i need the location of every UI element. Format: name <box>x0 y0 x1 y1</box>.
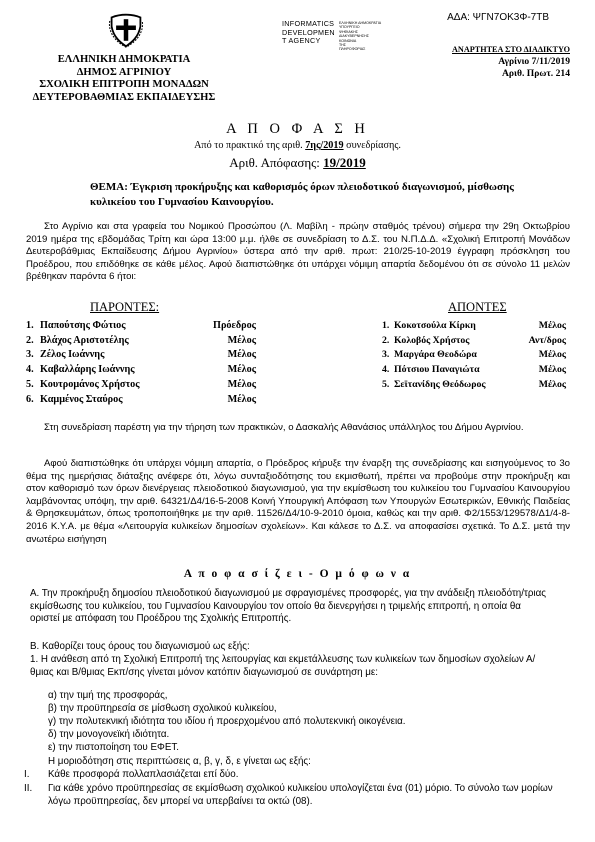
ita-fine-line: ΔΙΑΚΥΒΕΡΝΗΣΗΣ <box>338 34 369 39</box>
document-date: Αγρίνιο 7/11/2019 <box>498 56 570 67</box>
intro-paragraph: Στο Αγρίνιο και στα γραφεία του Νομικού Προσώπου (Λ. Μαβίλη - πρώην σταθμός τρένου) σήμερα την 29η Οκτωβρίου 2019 ημέρα της εβδομάδας Τρίτη και ώρα 13:00 μ.μ. ήλθε σε συνεδρίαση το Δ.Σ. του Ν.Π.Δ.Δ. «Σχολική Επιτροπή Μονάδων Δευτεροβάθμιας Εκπαίδευσης Δήμου Αγρινίου» ύστερα από την αριθ. πρωτ: 210/25-10-2019 έγγραφη πρόσκληση του Προέδρου, που επιδόθηκε σε κάθε μέλος. Αφού διαπιστώθηκε ότι υπάρχει νόμιμη απαρτία δεδομένου ότι σε σύνολο 11 μελών βρέθηκαν παρόντα 6 ήτοι: <box>26 221 570 283</box>
criteria-item: γ) την πολυτεκνική ιδιότητα του ιδίου ή προερχομένου από πολυτεκνική οικογένεια. <box>48 716 406 727</box>
list-item: 1. Παπούτσης Φώτιος Πρόεδρος <box>26 320 256 331</box>
absent-header: ΑΠΟΝΤΕΣ <box>448 300 507 314</box>
criteria-item: β) την προϋπηρεσία σε μίσθωση σχολικού κυλικείου, <box>48 703 277 714</box>
issuer-line: ΕΛΛΗΝΙΚΗ ΔΗΜΟΚΡΑΤΙΑ <box>57 54 191 65</box>
minutes-reference <box>0 140 595 151</box>
list-item: 3. Ζέλος Ιωάννης Μέλος <box>26 349 256 361</box>
resolution-title: Α π ο φ α σ ί ζ ε ι - Ο μ ό φ ω ν α <box>183 568 412 580</box>
decision-number: 19/2019 <box>323 155 366 170</box>
decision-prefix: Αριθ. Απόφασης: <box>229 155 320 170</box>
criteria-item: δ) την μονογονεϊκή ιδιότητα. <box>48 729 170 740</box>
list-item: 5. Κουτρομάνος Χρήστος Μέλος <box>26 378 256 390</box>
minutes-suffix: συνεδρίασης. <box>346 140 401 151</box>
list-item: 5. Σεϊτανίδης Θεόδωρος Μέλος <box>382 378 566 390</box>
present-list <box>26 319 266 407</box>
greek-state-emblem-icon <box>108 12 144 48</box>
ita-word: INFORMATICS <box>282 19 335 28</box>
publication-note: ΑΝΑΡΤΗΤΕΑ ΣΤΟ ΔΙΑΔΙΚΤΥΟ <box>452 45 570 54</box>
list-item: 6. Καμμένος Σταύρος Μέλος <box>26 393 256 405</box>
minutes-number: 7ης/2019 <box>305 140 344 151</box>
ita-fine-line: ΕΛΛΗΝΙΚΗ ΔΗΜΟΚΡΑΤΙΑ <box>338 21 382 25</box>
secretary-paragraph: Στη συνεδρίαση παρέστη για την τήρηση των πρακτικών, ο Δασκαλής Αθανάσιος υπάλληλος του Δήμου Αγρινίου. <box>44 422 524 433</box>
issuer-line: ΔΕΥΤΕΡΟΒΑΘΜΙΑΣ ΕΚΠΑΙΔΕΥΣΗΣ <box>32 91 216 103</box>
subject-text: Έγκριση προκήρυξης και καθορισμός όρων πλειοδοτικού διαγωνισμού, μίσθωσης κυλικείου του Γυμνασίου Καινουργίου. <box>90 181 514 208</box>
scoring-intro: Η μοριοδότηση στις περιπτώσεις α, β, γ, δ, ε γίνεται ως εξής: <box>48 756 311 767</box>
issuer-line: ΔΗΜΟΣ ΑΓΡΙΝΙΟΥ <box>76 66 172 78</box>
rule-2-marker: ΙΙ. <box>24 783 33 794</box>
page-title: Α Π Ο Φ Α Σ Η <box>226 121 369 137</box>
subject-label: ΘΕΜΑ: <box>90 181 128 193</box>
ita-word: DEVELOPMEN <box>282 27 335 37</box>
criteria-item: ε) την πιστοποίηση του ΕΦΕΤ. <box>48 742 179 753</box>
item-b: Β. Καθορίζει τους όρους του διαγωνισμού ως εξής: <box>30 641 250 652</box>
ita-logo <box>282 20 401 52</box>
list-item: 3. Μαργάρα Θεοδώρα Μέλος <box>382 349 566 361</box>
issuer-block <box>24 54 224 104</box>
document-meta <box>420 44 570 80</box>
list-item: 4. Καβαλλάρης Ιωάννης Μέλος <box>26 364 256 376</box>
rule-2: Για κάθε χρόνο προϋπηρεσίας σε εκμίσθωση σχολικού κυλικείου υπολογίζεται ένα (01) μόριο. Το σύνολο των μορίων λόγω προϋπηρεσίας, δεν μπορεί να υπερβαίνει τα οκτώ (08). <box>48 783 553 807</box>
list-item: 4. Πότσιου Παναγιώτα Μέλος <box>382 364 566 376</box>
list-item: 2. Βλάχος Αριστοτέλης Μέλος <box>26 334 256 346</box>
minutes-prefix: Από το πρακτικό της αριθ. <box>194 140 303 151</box>
protocol-number: Αριθ. Πρωτ. 214 <box>501 68 570 79</box>
list-item: 1. Κοκοτσούλα Κίρκη Μέλος <box>382 320 566 331</box>
item-1: 1. Η ανάθεση από τη Σχολική Επιτροπή της λειτουργίας και εκμετάλλευσης των κυλικείων των δημοσίων σχολείων Α/θμιας και Β/θμιας Εκπ/σης γίνεται μόνον κατόπιν διαγωνισμού σε συνάρτηση με: <box>30 654 536 678</box>
ita-fine-line: ΚΟΙΝΩΝΙΑ <box>338 38 357 43</box>
deliberation-paragraph: Αφού διαπιστώθηκε ότι υπάρχει νόμιμη απαρτία, ο Πρόεδρος κήρυξε την έναρξη της συνεδρίασης και εισηγούμενος το 3ο θέμα της ημερήσιας διάταξης ανέφερε ότι, λόγω συνταξιοδότησης του εκμισθωτή, πρέπει να προβούμε στην προκήρυξη και στον καθορισμό των όρων διενέργειας πλειοδοτικού διαγωνισμού, για την εκμίσθωση του κυλικείου του Γυμνασίου Καινουργίου λαμβάνοντας υπόψη, την αριθ. 64321/Δ4/16-5-2008 Κοινή Υπουργική Απόφαση των Υπουργών Εσωτερικών, Εθνικής Παιδείας & Θρησκευμάτων, όπως τροποποιήθηκε με την αριθ. 11526/Δ4/10-9-2010 όμοια, καθώς και την αριθ. Φ2/1553/129578/Δ1/4-8-2016 Κ.Υ.Α. με θέμα «Λειτουργία κυλικείων δημοσίων σχολείων». Και κάλεσε το Δ.Σ. να αποφασίσει σχετικά. Το Δ.Σ. μετά την ανωτέρω εισήγηση <box>26 458 570 545</box>
decision-number-line <box>0 155 595 171</box>
ita-fine-line: ΨΗΦΙΑΚΗΣ <box>338 29 359 34</box>
absent-list <box>382 319 566 393</box>
subject <box>90 180 560 210</box>
ada-code: ΑΔΑ: ΨΓΝ7ΟΚ3Φ-7ΤΒ <box>447 12 549 23</box>
ita-fine-line: ΠΛΗΡΟΦΟΡΙΑΣ <box>338 47 366 52</box>
criteria-item: α) την τιμή της προσφοράς, <box>48 690 168 701</box>
ita-word: T AGENCY <box>282 36 321 46</box>
present-header: ΠΑΡΟΝΤΕΣ: <box>90 300 160 314</box>
ita-fine-line: ΤΗΣ <box>338 43 346 48</box>
ita-fine-line: ΥΠΟΥΡΓΕΙΟ <box>338 25 360 30</box>
rule-1-marker: Ι. <box>24 769 30 780</box>
item-a: Α. Την προκήρυξη δημοσίου πλειοδοτικού διαγωνισμού με σφραγισμένες προσφορές, για την ανάδειξη πλειοδότη/τριας εκμίσθωσης του κυλικείου, του Γυμνασίου Καινουργίου τον οποίο θα διενεργήσει η τριμελής επιτροπή, η οποία θα οριστεί με απόφαση του Προέδρου της Σχολικής Επιτροπής. <box>30 588 546 624</box>
rule-1: Κάθε προσφορά πολλαπλασιάζεται επί δύο. <box>48 769 239 780</box>
list-item: 2. Κολοβός Χρήστος Αντ/δρος <box>382 334 566 346</box>
issuer-line: ΣΧΟΛΙΚΗ ΕΠΙΤΡΟΠΗ ΜΟΝΑΔΩΝ <box>39 79 209 90</box>
